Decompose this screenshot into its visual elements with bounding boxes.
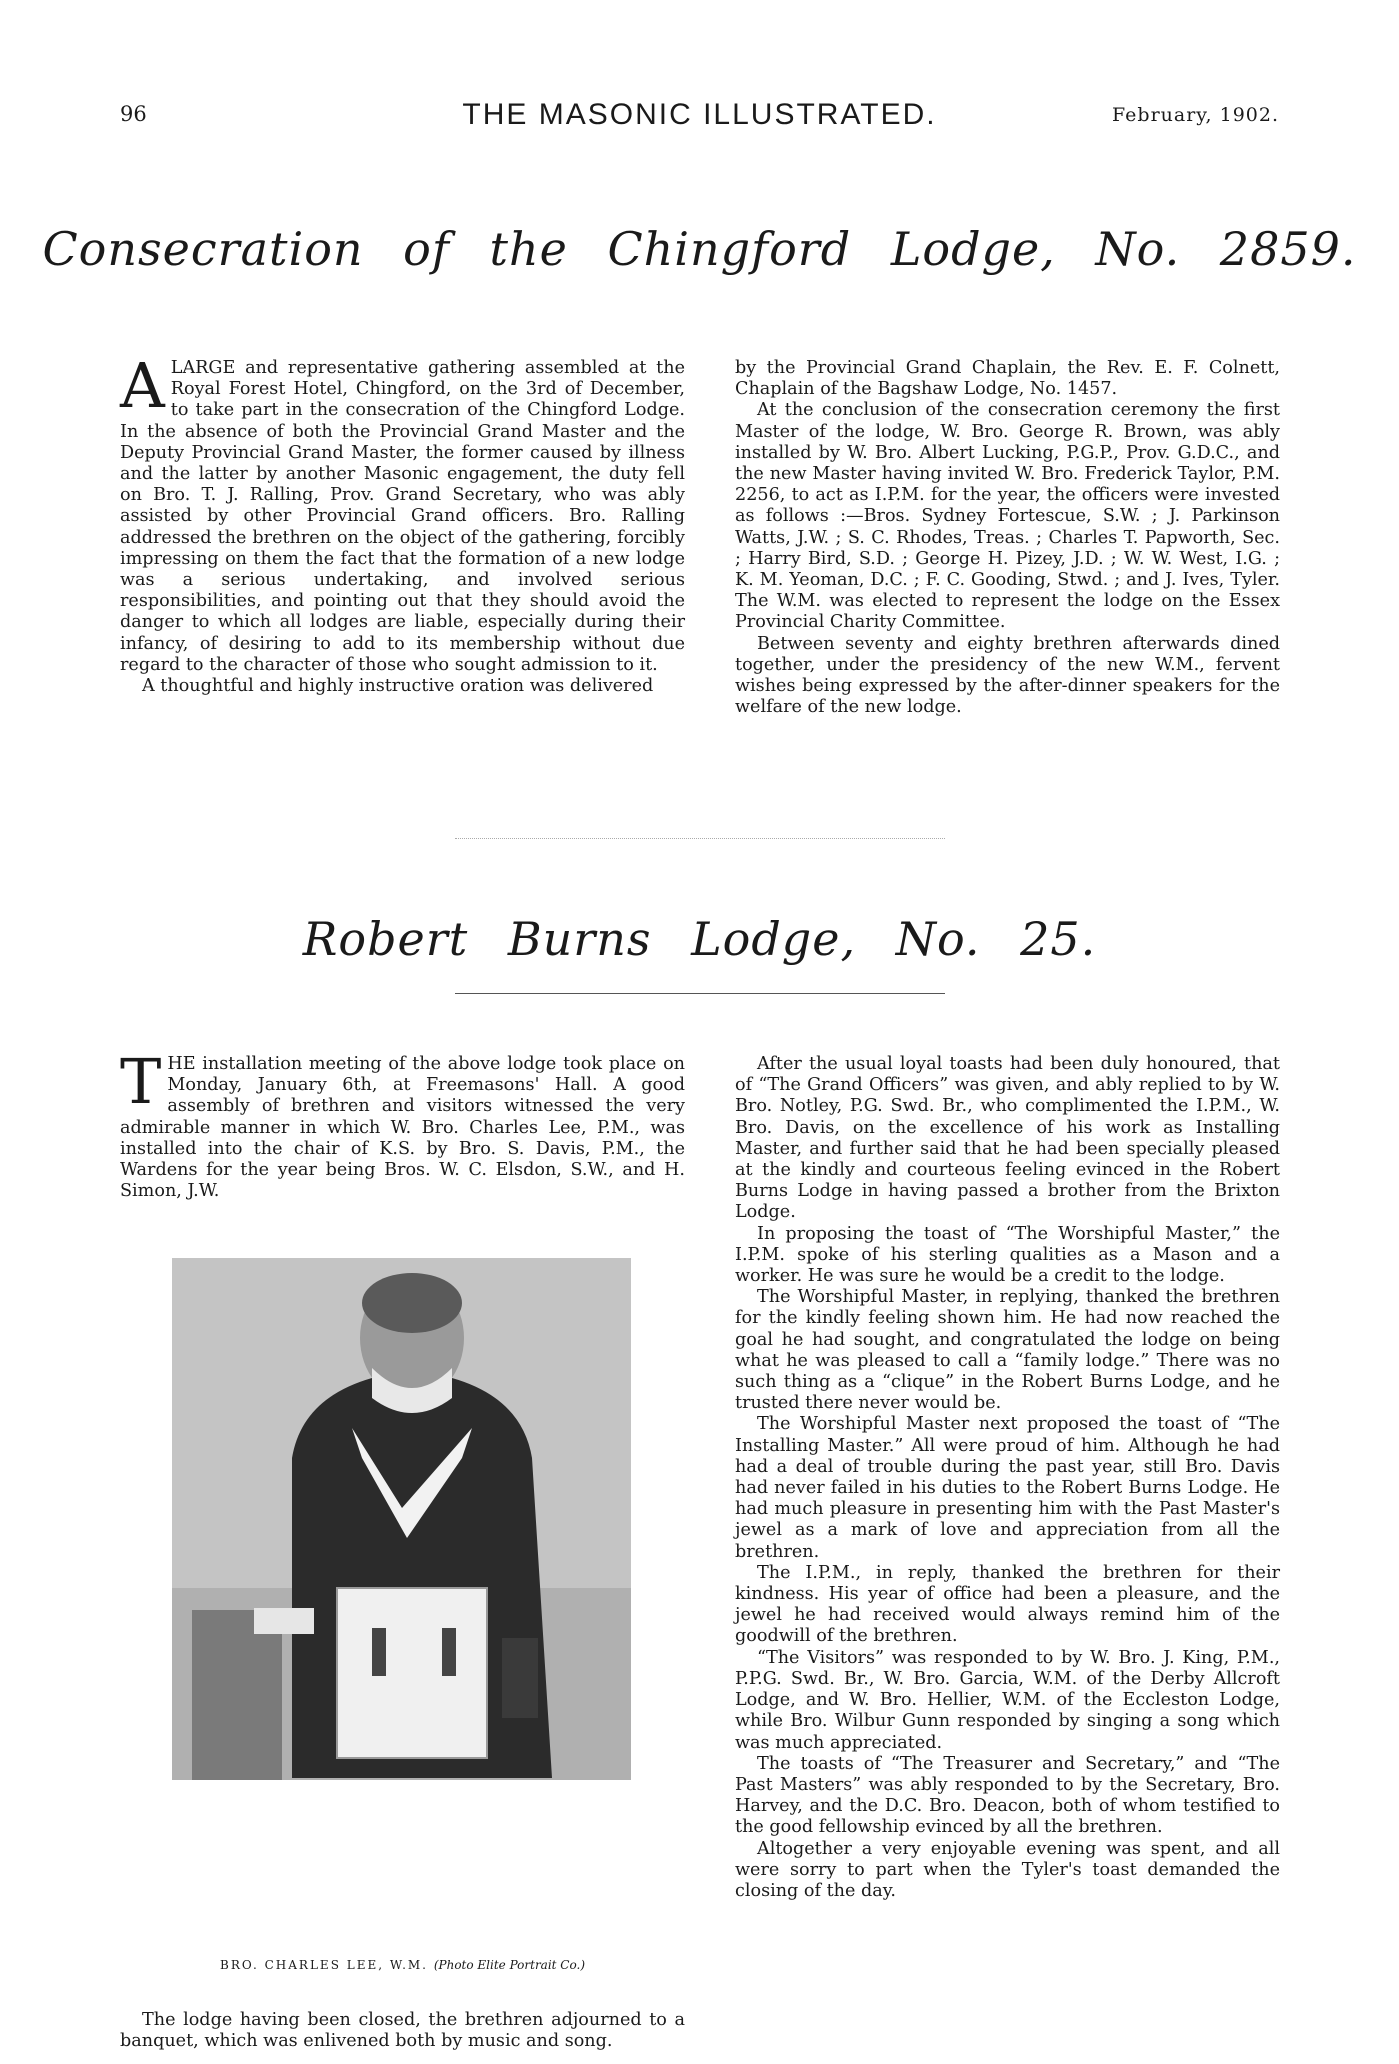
article1-paragraph: by the Provincial Grand Chaplain, the Rev. E. F. Colnett, Chaplain of the Bagshaw Lodge, No. 1457. [735, 358, 1280, 400]
article1-dropcap: A [120, 349, 165, 422]
article2-paragraph: “The Visitors” was responded to by W. Bro. J. King, P.M., P.P.G. Swd. Br., W. Bro. Garcia, W.M. of the Derby Allcroft Lodge, and W. Bro. Hellier, W.M. of the Eccleston Lodge, while Bro. Wilbur Gunn responded by singing a song which was much appreciated. [735, 1647, 1280, 1753]
publication-title: THE MASONIC ILLUSTRATED. [462, 98, 937, 131]
article1-column-left [120, 349, 685, 697]
page-number: 96 [120, 102, 147, 126]
portrait-figure [172, 1258, 631, 1780]
article1-paragraph: At the conclusion of the consecration ceremony the first Master of the lodge, W. Bro. George R. Brown, was ably installed by W. Bro. Albert Lucking, P.G.P., Prov. G.D.C., and the new Master having invited W. Bro. Frederick Taylor, P.M. 2256, to act as I.P.M. for the year, the officers were invested as follows :—Bros. Sydney Fortescue, S.W. ; J. Parkinson Watts, J.W. ; S. C. Rhodes, Treas. ; Charles T. Papworth, Sec. ; Harry Bird, S.D. ; George H. Pizey, J.D. ; W. W. West, I.G. ; K. M. Yeoman, D.C. ; F. C. Gooding, Stwd. ; and J. Ives, Tyler. The W.M. was elected to represent the lodge on the Essex Provincial Charity Committee. [735, 400, 1280, 633]
article1-title: Consecration of the Chingford Lodge, No. 2859. [42, 222, 1357, 276]
title-underline [455, 993, 945, 994]
issue-date: February, 1902. [1112, 104, 1279, 126]
article2-paragraph: The I.P.M., in reply, thanked the brethren for their kindness. His year of office had been a pleasure, and the jewel he had received would always remind him of the goodwill of the brethren. [735, 1562, 1280, 1647]
article2-paragraph: After the usual loyal toasts had been duly honoured, that of “The Grand Officers” was given, and ably replied to by W. Bro. Notley, P.G. Swd. Br., who complimented the I.P.M., W. Bro. Davis, on the excellence of his work as Installing Master, and further said that he had been specially pleased at the kindly and courteous feeling evinced in the Robert Burns Lodge in having passed a brother from the Brixton Lodge. [735, 1054, 1280, 1223]
article2-title: Robert Burns Lodge, No. 25. [302, 912, 1097, 966]
article1-paragraph: ALARGE and representative gathering assembled at the Royal Forest Hotel, Chingford, on the 3rd of December, to take part in the consecration of the Chingford Lodge. In the absence of both the Provincial Grand Master and the Deputy Provincial Grand Master, the former caused by illness and the latter by another Masonic engagement, the duty fell on Bro. T. J. Ralling, Prov. Grand Secretary, who was ably assisted by other Provincial Grand officers. Bro. Ralling addressed the brethren on the object of the gathering, forcibly impressing on them the fact that the formation of a new lodge was a serious undertaking, and involved serious responsibilities, and pointing out that they should avoid the danger to which all lodges are liable, especially during their infancy, of desiring to add to its membership without due regard to the character of those who sought admission to it. [120, 349, 685, 675]
portrait-photo [172, 1258, 631, 1780]
article2-column-left-end [120, 2010, 685, 2052]
article2-column-left [120, 1045, 685, 1202]
article2-paragraph: In proposing the toast of “The Worshipful Master,” the I.P.M. spoke of his sterling qualities as a Mason and a worker. He was sure he would be a credit to the lodge. [735, 1223, 1280, 1287]
section-divider [455, 838, 945, 839]
article2-paragraph: Altogether a very enjoyable evening was spent, and all were sorry to part when the Tyler's toast demanded the closing of the day. [735, 1838, 1280, 1901]
article2-paragraph: The Worshipful Master next proposed the toast of “The Installing Master.” All were proud of him. Although he had had a deal of trouble during the past year, still Bro. Davis had never failed in his duties to the Robert Burns Lodge. He had much pleasure in presenting him with the Past Master's jewel as a mark of love and appreciation from all the brethren. [735, 1414, 1280, 1562]
article2-paragraph: The lodge having been closed, the brethren adjourned to a banquet, which was enlivened both by music and song. [120, 2010, 685, 2052]
photo-caption [120, 1958, 685, 1972]
article2-paragraph: THE installation meeting of the above lodge took place on Monday, January 6th, at Freemasons' Hall. A good assembly of brethren and visitors witnessed the very admirable manner in which W. Bro. Charles Lee, P.M., was installed into the chair of K.S. by Bro. S. Davis, P.M., the Wardens for the year being Bros. W. C. Elsdon, S.W., and H. Simon, J.W. [120, 1045, 685, 1202]
caption-text: BRO. CHARLES LEE, W.M. [220, 1958, 428, 1972]
article2-dropcap: T [120, 1045, 162, 1118]
article1-column-right [735, 358, 1280, 718]
article2-column-right [735, 1054, 1280, 1902]
article1-paragraph: A thoughtful and highly instructive oration was delivered [142, 676, 654, 697]
article2-paragraph: The toasts of “The Treasurer and Secretary,” and “The Past Masters” was ably responded to by the Secretary, Bro. Harvey, and the D.C. Bro. Deacon, both of whom testified to the good fellowship evinced by all the brethren. [735, 1753, 1280, 1838]
article1-paragraph: Between seventy and eighty brethren afterwards dined together, under the presidency of the new W.M., fervent wishes being expressed by the after-dinner speakers for the welfare of the new lodge. [735, 633, 1280, 718]
article2-paragraph: The Worshipful Master, in replying, thanked the brethren for the kindly feeling shown him. He had now reached the goal he had sought, and congratulated the lodge on being what he was pleased to call a “family lodge.” There was no such thing as a “clique” in the Robert Burns Lodge, and he trusted there never would be. [735, 1287, 1280, 1414]
caption-credit: (Photo Elite Portrait Co.) [433, 1958, 585, 1972]
